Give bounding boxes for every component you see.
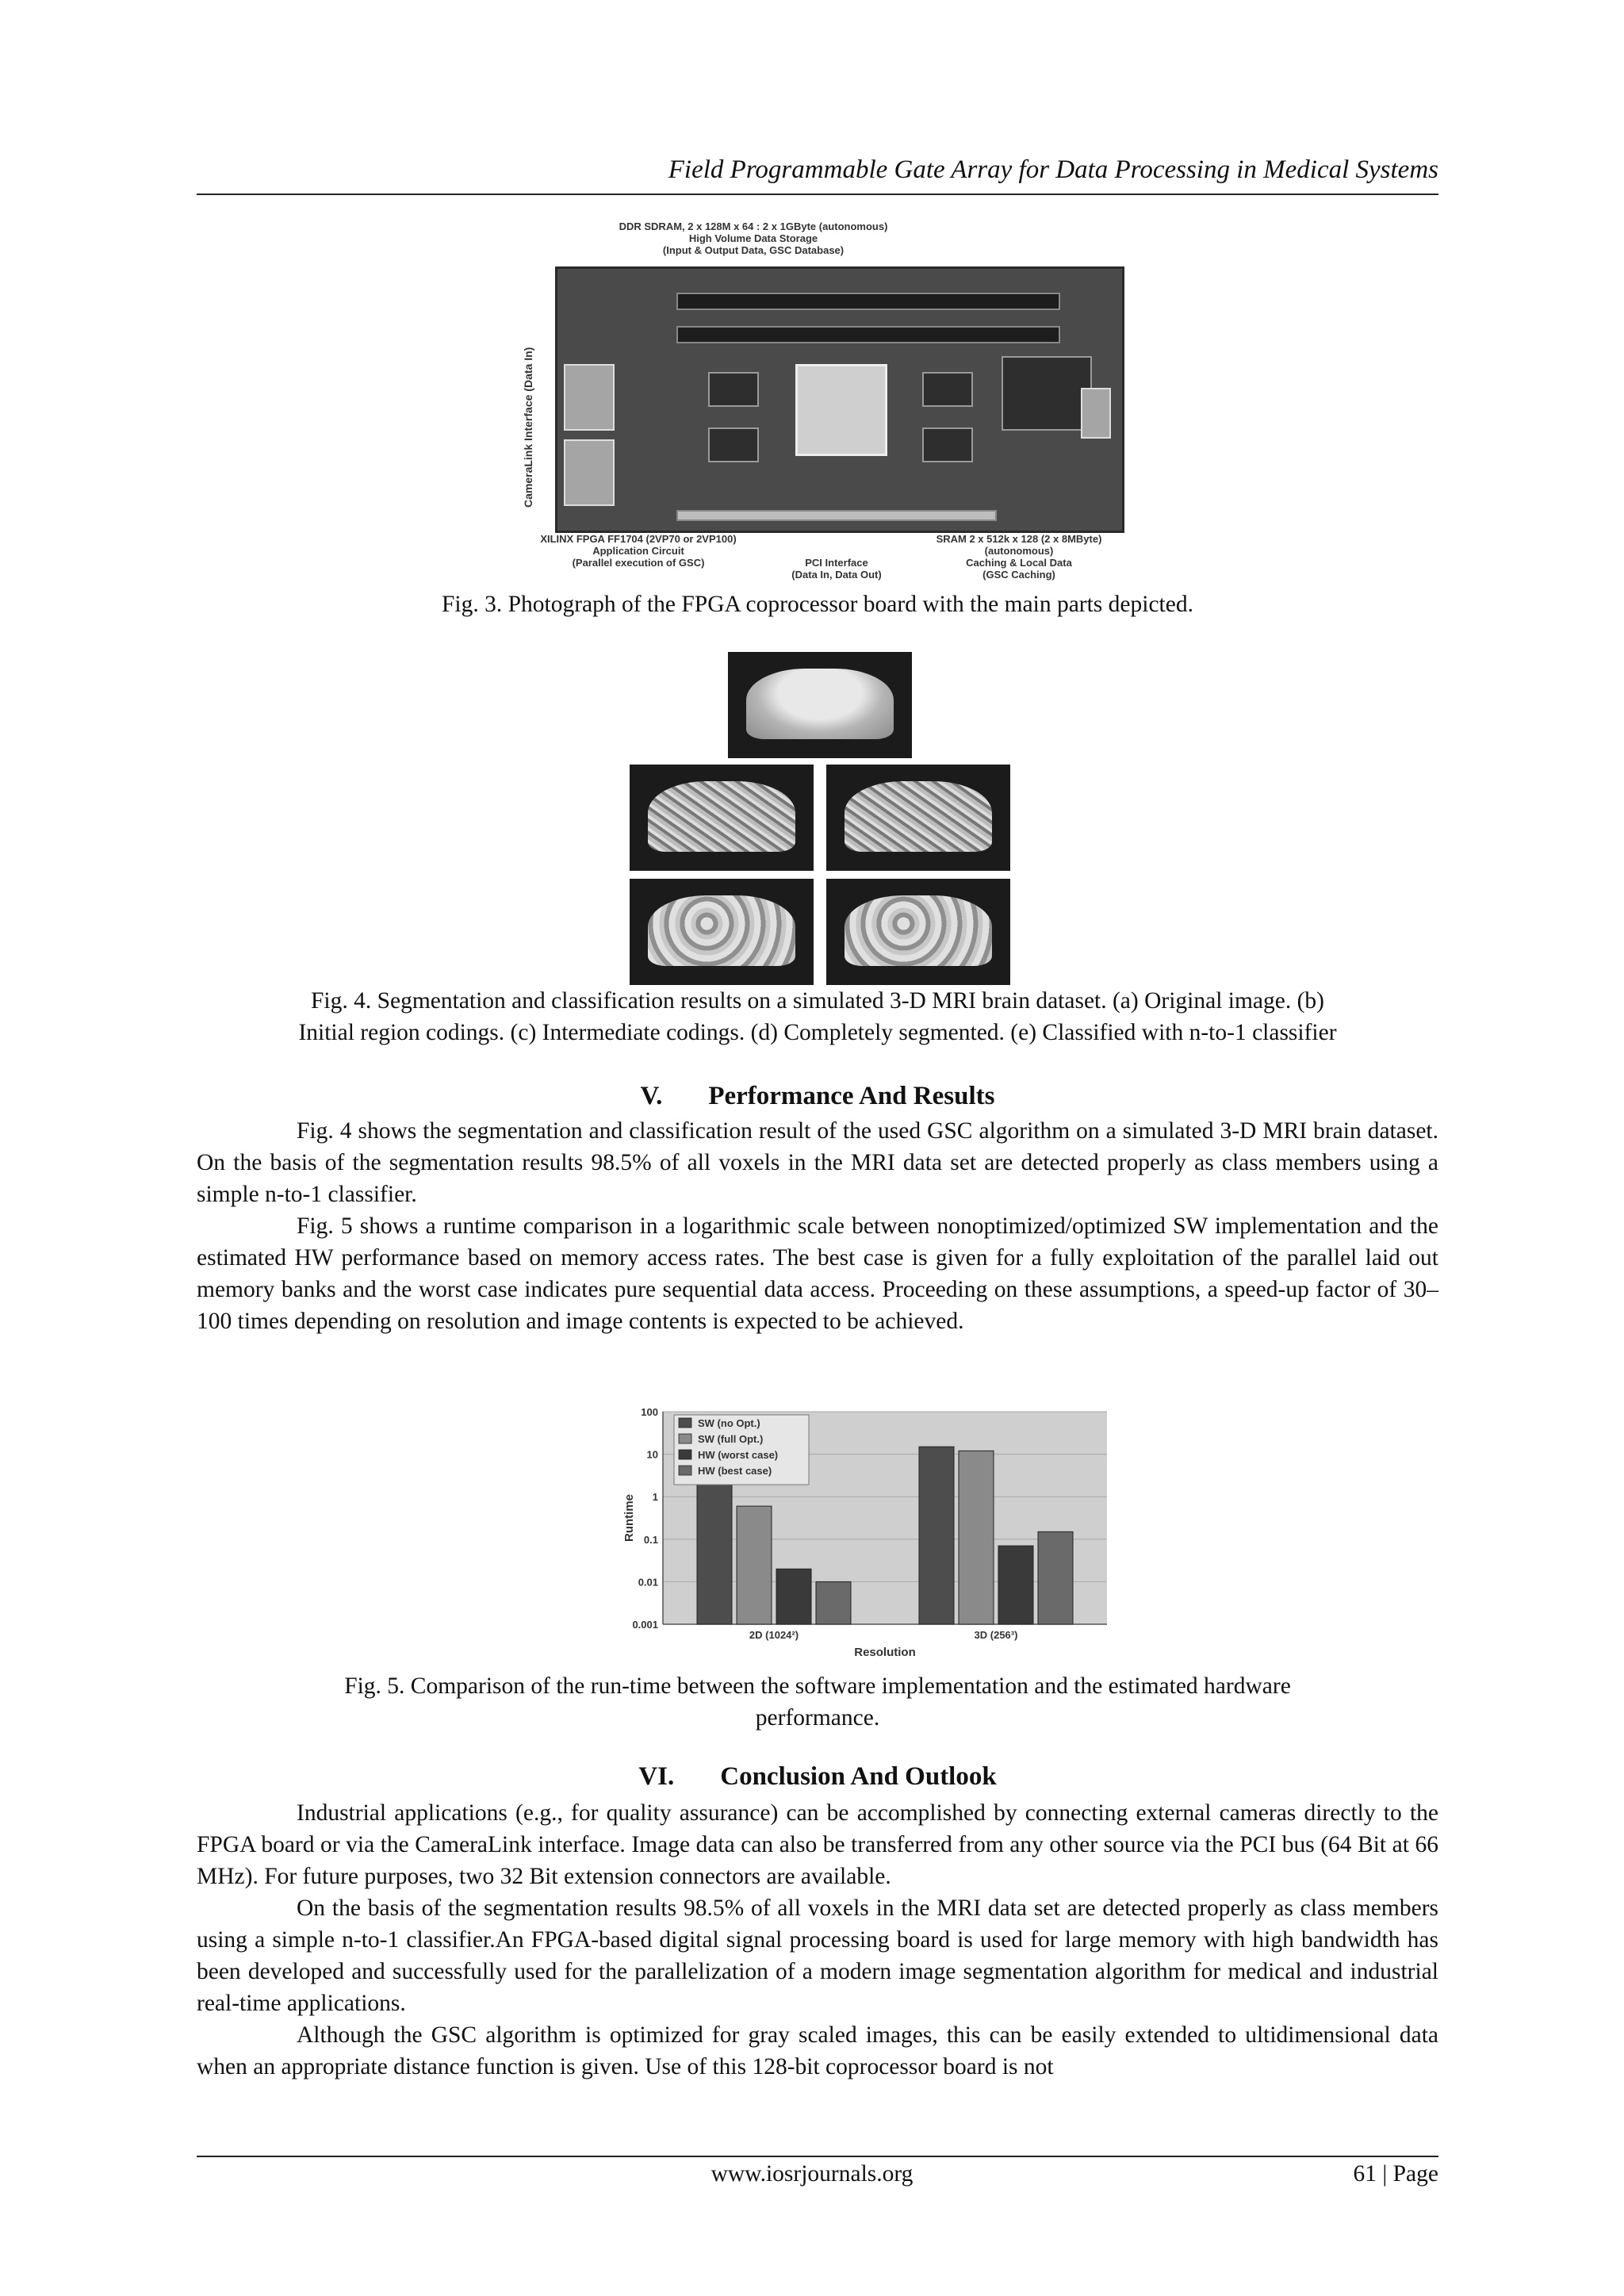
x-tick-label: 2D (1024²) [749, 1629, 799, 1641]
cameralink-connector [564, 364, 615, 431]
fig3-label-xilinx-sub2: (Parallel execution of GSC) [572, 557, 705, 569]
section6-body [197, 1797, 1438, 2083]
sram-chip [922, 427, 973, 462]
fig3-label-xilinx-sub1: Application Circuit [592, 545, 684, 557]
section-number: V. [640, 1082, 663, 1110]
runtime-comparison-chart [615, 1397, 1120, 1669]
sram-chip [708, 427, 759, 462]
paragraph: Fig. 4 shows the segmentation and classification result of the used GSC algorithm on a simulated 3-D MRI brain dataset. On the basis of the segmentation results 98.5% of all voxels in the MRI data set are detected properly as class members using a simple n-to-1 classifier. [197, 1118, 1438, 1207]
mri-intermediate-codings-image [826, 765, 1010, 871]
mri-segmented-image [630, 879, 814, 985]
section-number: VI. [638, 1762, 675, 1791]
fig4-caption-line2: Initial region codings. (c) Intermediate codings. (d) Completely segmented. (e) Classified with n-to-1 classifier [298, 1020, 1337, 1045]
section-title: Performance And Results [708, 1082, 995, 1110]
running-header: Field Programmable Gate Array for Data Processing in Medical Systems [668, 155, 1438, 184]
y-tick-label: 0.01 [638, 1576, 658, 1589]
sram-chip [922, 372, 973, 407]
fig3-label-cameralink-sub: (Data In) [522, 347, 534, 392]
paragraph: Industrial applications (e.g., for quality assurance) can be accomplished by connecting external cameras directly to the FPGA board or via the CameraLink interface. Image data can also be transferred from any other source via the PCI bus (64 Bit at 66 MHz). For future purposes, two 32 Bit extension connectors are available. [197, 1800, 1438, 1889]
fig3-label-ddr-sub1: High Volume Data Storage [688, 232, 818, 244]
legend-swatch [679, 1434, 691, 1443]
fig4-caption-line1: Fig. 4. Segmentation and classification results on a simulated 3-D MRI brain dataset. (a) Original image. (b) [310, 988, 1325, 1014]
footer-url: www.iosrjournals.org [710, 2161, 914, 2187]
fig3-label-sram-sub2: Caching & Local Data [966, 557, 1072, 569]
fig3-label-ddr-title: DDR SDRAM, 2 x 128M x 64 : 2 x 1GByte (autonomous) [619, 220, 888, 232]
sram-chip [708, 372, 759, 407]
legend-swatch [679, 1466, 691, 1475]
bar [816, 1581, 851, 1624]
section5-body [197, 1115, 1438, 1337]
paragraph: Fig. 5 shows a runtime comparison in a logarithmic scale between nonoptimized/optimized SW implementation and the estimated HW performance based on memory access rates. The best case is given for a fully exploitation of the parallel laid out memory banks and the worst case indicates pure sequential data access. Proceeding on these assumptions, a speed-up factor of 30–100 times depending on resolution and image contents is expected to be achieved. [197, 1213, 1438, 1334]
legend-swatch [679, 1418, 691, 1428]
y-tick-label: 100 [641, 1406, 658, 1418]
bar [776, 1569, 811, 1624]
fig5-caption [197, 1670, 1438, 1734]
x-tick-label: 3D (256³) [974, 1629, 1018, 1641]
bar [1038, 1531, 1073, 1624]
cameralink-connector [564, 439, 615, 506]
board-component [1002, 356, 1092, 431]
fig4-caption [197, 985, 1438, 1048]
ddr-slot [676, 326, 1060, 343]
legend-entry: SW (no Opt.) [698, 1417, 760, 1429]
fig3-label-xilinx [508, 533, 769, 569]
legend-swatch [679, 1450, 691, 1459]
legend-entry: HW (worst case) [698, 1449, 779, 1461]
bar [959, 1451, 994, 1624]
fig3-label-cameralink [522, 347, 534, 508]
fig5-caption-line1: Fig. 5. Comparison of the run-time between the software implementation and the estimated hardware [344, 1673, 1291, 1699]
fig3-label-pci-sub: (Data In, Data Out) [791, 569, 882, 581]
bar [919, 1447, 954, 1624]
pci-edge-connector [676, 510, 997, 521]
fig3-caption: Fig. 3. Photograph of the FPGA coprocessor board with the main parts depicted. [442, 592, 1193, 617]
section-title: Conclusion And Outlook [720, 1762, 997, 1791]
fig3-label-ddr [547, 220, 959, 256]
mri-initial-codings-image [630, 765, 814, 871]
fig3-label-pci-title: PCI Interface [805, 557, 868, 569]
y-tick-label: 0.001 [632, 1619, 658, 1631]
fig3-label-xilinx-title: XILINX FPGA FF1704 (2VP70 or 2VP100) [540, 533, 737, 545]
y-axis-label: Runtime [622, 1494, 636, 1542]
fig3-label-ddr-sub2: (Input & Output Data, GSC Database) [662, 244, 845, 256]
fig3-label-sram-sub3: (GSC Caching) [982, 569, 1055, 581]
x-axis-label: Resolution [854, 1646, 916, 1659]
fig3-label-pci [769, 557, 904, 581]
mri-classified-image [826, 879, 1010, 985]
bar [697, 1484, 732, 1624]
section-heading-conclusion [197, 1762, 1438, 1792]
fig5-caption-line2: performance. [755, 1705, 880, 1731]
ddr-slot [676, 293, 1060, 310]
fpga-chip [795, 364, 887, 456]
y-tick-label: 0.1 [643, 1533, 658, 1546]
legend-entry: SW (full Opt.) [698, 1433, 764, 1445]
power-connector [1081, 388, 1111, 439]
header-rule [197, 194, 1438, 195]
bar [998, 1546, 1033, 1624]
section-heading-performance [197, 1082, 1438, 1111]
fig3-label-cameralink-title: CameraLink Interface [522, 394, 534, 508]
fig3-label-sram-title: SRAM 2 x 512k x 128 (2 x 8MByte) [936, 533, 1102, 545]
y-tick-label: 10 [646, 1448, 658, 1461]
fig3-label-sram [904, 533, 1134, 581]
y-tick-label: 1 [652, 1491, 658, 1504]
fpga-board-photo [555, 266, 1124, 533]
paragraph: On the basis of the segmentation results 98.5% of all voxels in the MRI data set are detected properly as class members using a simple n-to-1 classifier.An FPGA-based digital signal processing board is used for large memory with high bandwidth has been developed and successfully used for the parallelization of a modern image segmentation algorithm for medical and industrial real-time applications. [197, 1895, 1438, 2016]
footer-rule [197, 2156, 1438, 2157]
fig3-label-sram-sub1: (autonomous) [984, 545, 1054, 557]
bar [737, 1506, 772, 1624]
mri-original-image [728, 652, 912, 758]
paragraph: Although the GSC algorithm is optimized for gray scaled images, this can be easily extended to ultidimensional data when an appropriate distance function is given. Use of this 128-bit coprocessor board is not [197, 2022, 1438, 2079]
legend-entry: HW (best case) [698, 1465, 772, 1477]
chart-svg [615, 1397, 1120, 1669]
footer-page-number: 61 | Page [1353, 2161, 1438, 2187]
